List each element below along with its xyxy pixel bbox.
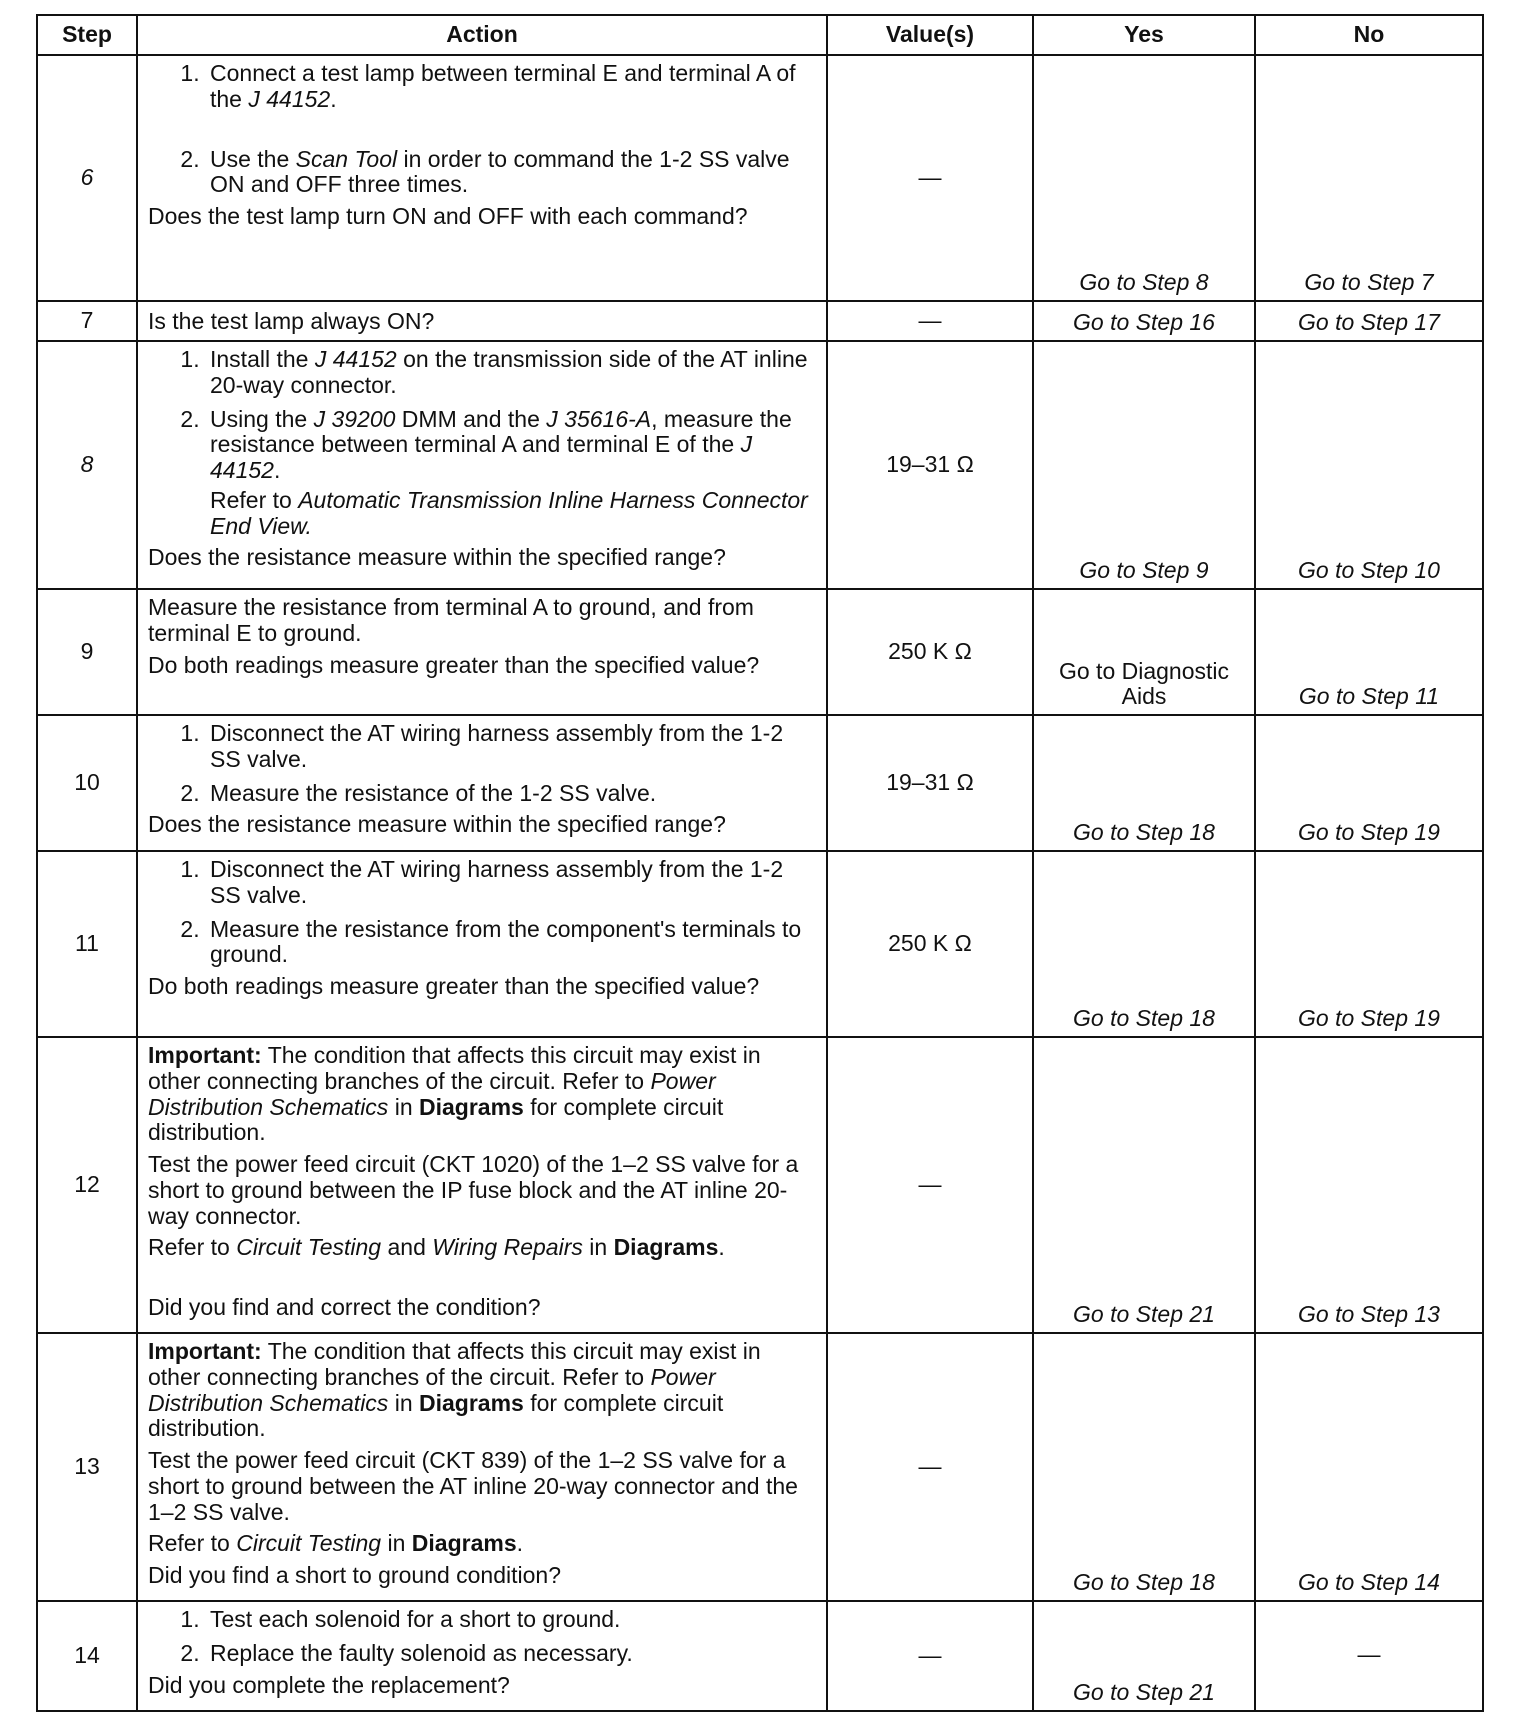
step-number: 11 bbox=[37, 851, 137, 1037]
step-number: 9 bbox=[37, 589, 137, 715]
yes-cell: Go to Step 9 bbox=[1033, 341, 1255, 589]
step-number: 14 bbox=[37, 1601, 137, 1711]
table-row-step-10 bbox=[37, 715, 1483, 851]
value-cell: — bbox=[827, 1333, 1033, 1601]
action-cell bbox=[137, 301, 827, 341]
step-number: 7 bbox=[37, 301, 137, 341]
yes-cell: Go to Step 18 bbox=[1033, 851, 1255, 1037]
action-cell bbox=[137, 341, 827, 589]
table-row-step-8 bbox=[37, 341, 1483, 589]
step-number: 8 bbox=[37, 341, 137, 589]
action-item: 1. Connect a test lamp between terminal E and terminal A of the J 44152. bbox=[206, 61, 818, 113]
table-row-step-6 bbox=[37, 55, 1483, 301]
action-question: Do both readings measure greater than the specified value? bbox=[148, 651, 760, 678]
action-cell bbox=[137, 851, 827, 1037]
action-cell bbox=[137, 1601, 827, 1711]
header-step: Step bbox=[37, 15, 137, 55]
action-item: 1. Install the J 44152 on the transmission side of the AT inline 20-way connector. bbox=[206, 347, 818, 399]
no-cell: Go to Step 7 bbox=[1255, 55, 1483, 301]
no-cell: Go to Step 19 bbox=[1255, 715, 1483, 851]
action-item: 1. Disconnect the AT wiring harness assembly from the 1-2 SS valve. bbox=[206, 857, 818, 909]
action-text: Test the power feed circuit (CKT 839) of the 1–2 SS valve for a short to ground between the AT inline 20-way connector and the 1–2 SS valve. bbox=[148, 1447, 798, 1525]
no-cell: Go to Step 13 bbox=[1255, 1037, 1483, 1333]
step-number: 6 bbox=[37, 55, 137, 301]
action-cell bbox=[137, 1333, 827, 1601]
important-note: Important: The condition that affects this circuit may exist in other connecting branches of the circuit. Refer to Power Distribution Schematics in Diagrams for complete circuit distribution. bbox=[148, 1338, 761, 1442]
value-cell: — bbox=[827, 1601, 1033, 1711]
action-question: Does the resistance measure within the specified range? bbox=[148, 544, 726, 571]
action-reference: Refer to Circuit Testing and Wiring Repairs in Diagrams. bbox=[148, 1234, 725, 1261]
action-question: Do both readings measure greater than the specified value? bbox=[148, 973, 760, 999]
action-question: Does the test lamp turn ON and OFF with each command? bbox=[148, 203, 748, 229]
action-cell bbox=[137, 1037, 827, 1333]
yes-cell: Go to Step 18 bbox=[1033, 1333, 1255, 1601]
action-text: Test the power feed circuit (CKT 1020) of the 1–2 SS valve for a short to ground between the IP fuse block and the AT inline 20-way connector. bbox=[148, 1151, 799, 1229]
no-cell: Go to Step 14 bbox=[1255, 1333, 1483, 1601]
table-row-step-12 bbox=[37, 1037, 1483, 1333]
action-question: Is the test lamp always ON? bbox=[148, 307, 435, 334]
diagnostic-table-page bbox=[36, 14, 1482, 1712]
yes-cell: Go to Step 8 bbox=[1033, 55, 1255, 301]
action-item: 2. Measure the resistance from the component's terminals to ground. bbox=[206, 917, 818, 969]
value-cell: — bbox=[827, 55, 1033, 301]
table-row-step-14 bbox=[37, 1601, 1483, 1711]
action-cell bbox=[137, 589, 827, 715]
no-cell: Go to Step 10 bbox=[1255, 341, 1483, 589]
table-row-step-9 bbox=[37, 589, 1483, 715]
action-question: Did you find and correct the condition? bbox=[148, 1294, 541, 1320]
header-yes: Yes bbox=[1033, 15, 1255, 55]
yes-cell: Go to Diagnostic Aids bbox=[1033, 589, 1255, 715]
action-item: 2. Replace the faulty solenoid as necessary. bbox=[206, 1641, 818, 1667]
yes-cell: Go to Step 18 bbox=[1033, 715, 1255, 851]
action-reference: Refer to Circuit Testing in Diagrams. bbox=[148, 1530, 523, 1557]
action-item: 1. Disconnect the AT wiring harness assembly from the 1-2 SS valve. bbox=[206, 721, 818, 773]
action-item: 2. Use the Scan Tool in order to command the 1-2 SS valve ON and OFF three times. bbox=[206, 147, 818, 199]
value-cell: — bbox=[827, 1037, 1033, 1333]
important-note: Important: The condition that affects this circuit may exist in other connecting branches of the circuit. Refer to Power Distribution Schematics in Diagrams for complete circuit distribution. bbox=[148, 1042, 761, 1146]
table-row-step-13 bbox=[37, 1333, 1483, 1601]
action-question: Did you find a short to ground condition? bbox=[148, 1562, 561, 1588]
header-action: Action bbox=[137, 15, 827, 55]
no-cell: Go to Step 11 bbox=[1255, 589, 1483, 715]
step-number: 12 bbox=[37, 1037, 137, 1333]
table-row-step-7 bbox=[37, 301, 1483, 341]
header-values: Value(s) bbox=[827, 15, 1033, 55]
value-cell: 250 K Ω bbox=[827, 851, 1033, 1037]
action-cell bbox=[137, 55, 827, 301]
action-question: Does the resistance measure within the specified range? bbox=[148, 811, 726, 838]
step-number: 10 bbox=[37, 715, 137, 851]
yes-cell: Go to Step 21 bbox=[1033, 1601, 1255, 1711]
value-cell: 250 K Ω bbox=[827, 589, 1033, 715]
value-cell: 19–31 Ω bbox=[827, 341, 1033, 589]
diagnostic-steps-table bbox=[36, 14, 1484, 1712]
action-cell bbox=[137, 715, 827, 851]
table-header-row bbox=[37, 15, 1483, 55]
yes-cell: Go to Step 16 bbox=[1033, 301, 1255, 341]
header-no: No bbox=[1255, 15, 1483, 55]
action-question: Did you complete the replacement? bbox=[148, 1671, 510, 1698]
action-text: Measure the resistance from terminal A to ground, and from terminal E to ground. bbox=[148, 594, 754, 646]
action-item: 2. Using the J 39200 DMM and the J 35616-A, measure the resistance between terminal A and terminal E of the J 44152. Refer to Automatic Transmission Inline Harness Connector End View. bbox=[206, 407, 818, 540]
no-cell: Go to Step 19 bbox=[1255, 851, 1483, 1037]
no-cell: — bbox=[1255, 1601, 1483, 1711]
action-item: 1. Test each solenoid for a short to ground. bbox=[206, 1607, 818, 1633]
action-reference: Refer to Automatic Transmission Inline Harness Connector End View. bbox=[210, 486, 808, 539]
no-cell: Go to Step 17 bbox=[1255, 301, 1483, 341]
table-row-step-11 bbox=[37, 851, 1483, 1037]
value-cell: — bbox=[827, 301, 1033, 341]
value-cell: 19–31 Ω bbox=[827, 715, 1033, 851]
step-number: 13 bbox=[37, 1333, 137, 1601]
action-item: 2. Measure the resistance of the 1-2 SS valve. bbox=[206, 781, 818, 807]
yes-cell: Go to Step 21 bbox=[1033, 1037, 1255, 1333]
